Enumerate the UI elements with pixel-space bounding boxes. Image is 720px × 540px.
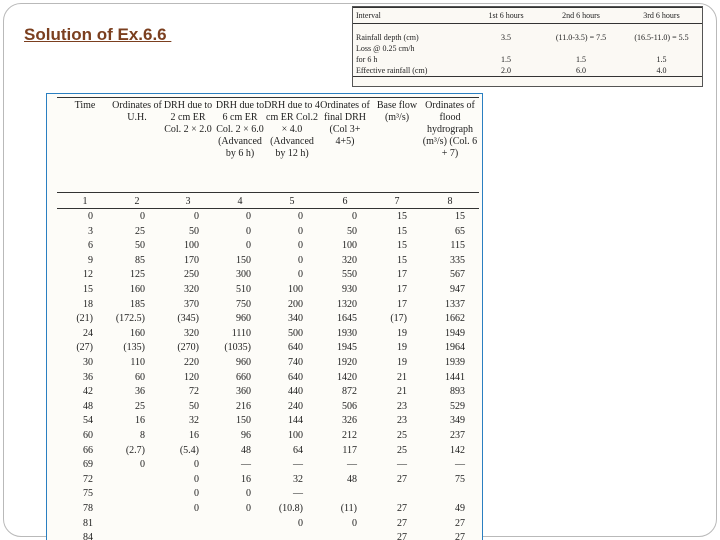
table-cell: 36 (83, 371, 93, 383)
summary-cell: 2.0 (471, 66, 541, 77)
table-cell: 64 (293, 444, 303, 456)
table-cell: 1964 (445, 342, 465, 354)
table-cell: 60 (83, 430, 93, 441)
table-cell: 25 (397, 430, 407, 441)
table-cell: 1949 (445, 327, 465, 339)
table-cell: 1337 (445, 298, 465, 310)
table-cell: 65 (455, 225, 465, 237)
table-cell: 0 (194, 473, 199, 485)
table-cell: 27 (455, 532, 465, 540)
summary-cell: 1.5 (501, 54, 511, 64)
table-cell: 0 (246, 225, 251, 237)
table-cell: 17 (397, 298, 407, 310)
table-cell: 300 (236, 269, 251, 281)
table-cell: 0 (194, 211, 199, 222)
table-cell: 360 (236, 386, 251, 398)
table-cell: 50 (189, 225, 199, 237)
table-cell: 0 (298, 225, 303, 237)
table-cell: 0 (246, 503, 251, 514)
table-cell: 212 (342, 430, 357, 441)
table-cell: 21 (397, 386, 407, 398)
summary-cell: for 6 h (356, 54, 378, 64)
table-cell: 15 (397, 254, 407, 266)
table-cell: 1645 (337, 313, 357, 325)
table-cell: 25 (397, 444, 407, 456)
table-cell: (270) (177, 342, 199, 354)
table-cell: 96 (241, 430, 251, 441)
table-cell: 54 (83, 415, 93, 427)
table-cell: 893 (450, 386, 465, 398)
column-header-6: Ordinates of final DRH (Col 3+ 4+5) (320, 100, 370, 147)
table-cell: 25 (135, 400, 145, 412)
column-header-5: DRH due to 4 cm ER Col.2 × 4.0 (Advanced by 12 h) (264, 100, 320, 159)
summary-table-image (352, 6, 703, 87)
column-header-3: DRH due to 2 cm ER Col. 2 × 2.0 (163, 100, 213, 135)
table-cell: 0 (194, 488, 199, 500)
hydrograph-table-image (46, 93, 483, 540)
table-cell: 0 (246, 211, 251, 222)
table-cell: 16 (135, 415, 145, 427)
table-cell: (2.7) (125, 444, 145, 456)
table-cell: 370 (184, 298, 199, 310)
summary-cell: Rainfall depth (cm) (356, 32, 419, 42)
table-cell: 529 (450, 400, 465, 412)
table-cell: 185 (130, 298, 145, 310)
table-cell: 0 (140, 211, 145, 222)
table-cell: 1441 (445, 371, 465, 383)
table-cell: 27 (397, 532, 407, 540)
table-cell: 120 (184, 371, 199, 383)
table-cell: 0 (298, 269, 303, 281)
column-number: 6 (342, 196, 348, 207)
colnum-bottom-rule (57, 208, 479, 209)
summary-cell (541, 44, 621, 55)
column-header-4: DRH due to 6 cm ER Col. 2 × 6.0 (Advanced by 6 h) (215, 100, 265, 159)
summary-cell: 6.0 (541, 66, 621, 77)
table-cell: — (241, 459, 251, 471)
summary-header-cell: Interval (353, 8, 471, 24)
table-cell: 220 (184, 357, 199, 368)
table-cell: 500 (288, 327, 303, 339)
table-cell: (135) (123, 342, 145, 354)
table-cell: 17 (397, 269, 407, 281)
table-cell: — (293, 459, 303, 471)
table-cell: 48 (347, 473, 357, 485)
table-cell: 144 (288, 415, 303, 427)
table-cell: 250 (184, 269, 199, 281)
table-cell: 81 (83, 517, 93, 529)
column-header-1: Time (74, 100, 96, 111)
table-cell: 1930 (337, 327, 357, 339)
table-cell: 50 (189, 400, 199, 412)
table-cell: 1320 (337, 298, 357, 310)
summary-cell (471, 44, 541, 55)
table-cell: 349 (450, 415, 465, 427)
header-bottom-rule (57, 192, 479, 193)
column-number: 3 (185, 196, 191, 207)
table-cell: 660 (236, 371, 251, 383)
table-cell: 6 (88, 240, 93, 252)
table-cell: 930 (342, 284, 357, 295)
table-cell: 110 (130, 357, 145, 368)
table-cell: 0 (298, 517, 303, 529)
table-cell: 117 (342, 444, 357, 456)
table-cell: (1035) (224, 342, 251, 354)
summary-cell: 3.5 (501, 32, 511, 42)
column-number: 4 (237, 196, 243, 207)
table-cell: 100 (184, 240, 199, 252)
table-cell: 27 (397, 503, 407, 514)
table-cell: 960 (236, 313, 251, 325)
table-cell: 160 (130, 327, 145, 339)
table-cell: 15 (397, 240, 407, 252)
table-cell: 19 (397, 342, 407, 354)
column-header-2: Ordinates of U.H. (112, 100, 162, 123)
table-cell: 19 (397, 357, 407, 368)
column-number: 1 (82, 196, 88, 207)
table-cell: 550 (342, 269, 357, 281)
table-cell: 320 (342, 254, 357, 266)
summary-header-cell: 1st 6 hours (471, 8, 541, 24)
table-cell: (10.8) (278, 503, 303, 514)
table-cell: 32 (293, 473, 303, 485)
summary-cell: Effective rainfall (cm) (353, 66, 471, 77)
table-cell: 42 (83, 386, 93, 398)
table-cell: 0 (352, 211, 357, 222)
column-header-7: Base flow (m³/s) (376, 100, 418, 123)
table-cell: 200 (288, 298, 303, 310)
table-cell: — (293, 488, 303, 500)
table-cell: 15 (455, 211, 465, 222)
summary-cell: 1.5 (576, 54, 586, 64)
summary-cell: Loss @ 0.25 cm/h (356, 43, 415, 53)
table-cell: 15 (397, 211, 407, 222)
table-cell: 27 (455, 517, 465, 529)
table-cell: 23 (397, 400, 407, 412)
table-cell: 335 (450, 254, 465, 266)
table-cell: (17) (390, 313, 407, 325)
table-cell: 8 (140, 430, 145, 441)
table-cell: 0 (88, 211, 93, 222)
table-cell: 100 (342, 240, 357, 252)
table-cell: 0 (352, 517, 357, 529)
summary-cell: 1.5 (656, 54, 667, 64)
table-cell: 0 (298, 240, 303, 252)
table-cell: 0 (194, 503, 199, 514)
table-cell: 440 (288, 386, 303, 398)
table-cell: 0 (246, 488, 251, 500)
table-cell: 21 (397, 371, 407, 383)
table-cell: 48 (83, 400, 93, 412)
table-cell: 326 (342, 415, 357, 427)
table-cell: 237 (450, 430, 465, 441)
table-cell: 216 (236, 400, 251, 412)
table-cell: 12 (83, 269, 93, 281)
table-cell: 320 (184, 284, 199, 295)
table-cell: 27 (397, 473, 407, 485)
summary-table (353, 7, 702, 77)
table-cell: 23 (397, 415, 407, 427)
table-cell: 75 (455, 473, 465, 485)
table-cell: 125 (130, 269, 145, 281)
table-cell: 510 (236, 284, 251, 295)
table-cell: 750 (236, 298, 251, 310)
table-cell: 567 (450, 269, 465, 281)
table-cell: 36 (135, 386, 145, 398)
column-number: 5 (289, 196, 295, 207)
table-cell: 50 (135, 240, 145, 252)
table-cell: (345) (177, 313, 199, 325)
table-cell: 48 (241, 444, 251, 456)
table-cell: 0 (194, 459, 199, 471)
table-cell: 506 (342, 400, 357, 412)
column-header-8: Ordinates of flood hydrograph (m³/s) (Col. 6 + 7) (422, 100, 478, 159)
table-cell: 1920 (337, 357, 357, 368)
table-cell: 100 (288, 430, 303, 441)
table-cell: 17 (397, 284, 407, 295)
table-cell: 72 (83, 473, 93, 485)
table-cell: 1662 (445, 313, 465, 325)
table-cell: 50 (347, 225, 357, 237)
table-cell: 25 (135, 225, 145, 237)
table-cell: 0 (246, 240, 251, 252)
summary-cell: (11.0-3.5) = 7.5 (555, 32, 607, 42)
table-cell: 49 (455, 503, 465, 514)
table-cell: 24 (83, 327, 93, 339)
table-cell: (5.4) (179, 444, 199, 456)
table-cell: 640 (288, 342, 303, 354)
table-cell: 1110 (231, 327, 251, 339)
table-cell: (21) (76, 313, 93, 325)
table-cell: 16 (241, 473, 251, 485)
table-cell: 320 (184, 327, 199, 339)
hydrograph-table-headers (47, 94, 483, 194)
column-number: 2 (134, 196, 140, 207)
table-cell: 160 (130, 284, 145, 295)
table-cell: 960 (236, 357, 251, 368)
table-cell: 60 (135, 371, 145, 383)
table-cell: — (347, 459, 357, 471)
table-cell: 0 (298, 211, 303, 222)
table-cell: 0 (140, 459, 145, 471)
table-cell: 240 (288, 400, 303, 412)
table-cell: 78 (83, 503, 93, 514)
table-cell: 19 (397, 327, 407, 339)
table-cell: 72 (189, 386, 199, 398)
table-cell: 32 (189, 415, 199, 427)
summary-header-cell: 3rd 6 hours (621, 8, 702, 24)
column-number: 8 (447, 196, 453, 207)
table-cell: 15 (397, 225, 407, 237)
table-cell: 85 (135, 254, 145, 266)
table-cell: 30 (83, 357, 93, 368)
column-number: 7 (394, 196, 400, 207)
table-cell: 3 (88, 225, 93, 237)
table-cell: 66 (83, 444, 93, 456)
table-cell: 740 (288, 357, 303, 368)
table-cell: 115 (450, 240, 465, 252)
table-cell: 1939 (445, 357, 465, 368)
table-cell: 340 (288, 313, 303, 325)
table-cell: (27) (76, 342, 93, 354)
table-cell: 9 (88, 254, 93, 266)
table-cell: 640 (288, 371, 303, 383)
summary-cell: (16.5-11.0) = 5.5 (634, 32, 689, 42)
table-cell: (172.5) (115, 313, 145, 325)
summary-cell (621, 44, 702, 55)
table-cell: 27 (397, 517, 407, 529)
table-cell: 69 (83, 459, 93, 471)
table-cell: 872 (342, 386, 357, 398)
slide-title: Solution of Ex.6.6 (24, 25, 172, 44)
table-cell: 142 (450, 444, 465, 456)
table-cell: 947 (450, 284, 465, 295)
table-cell: 0 (298, 254, 303, 266)
table-cell: 75 (83, 488, 93, 500)
summary-header-cell: 2nd 6 hours (541, 8, 621, 24)
table-cell: 1945 (337, 342, 357, 354)
table-cell: 170 (184, 254, 199, 266)
table-cell: 150 (236, 415, 251, 427)
table-cell: 1420 (337, 371, 357, 383)
table-cell: 16 (189, 430, 199, 441)
table-cell: — (397, 459, 407, 471)
table-cell: 15 (83, 284, 93, 295)
table-cell: (11) (340, 503, 357, 514)
table-cell: — (455, 459, 465, 471)
summary-cell: 4.0 (621, 66, 702, 77)
table-cell: 100 (288, 284, 303, 295)
table-cell: 150 (236, 254, 251, 266)
table-cell: 84 (83, 532, 93, 540)
table-cell: 18 (83, 298, 93, 310)
